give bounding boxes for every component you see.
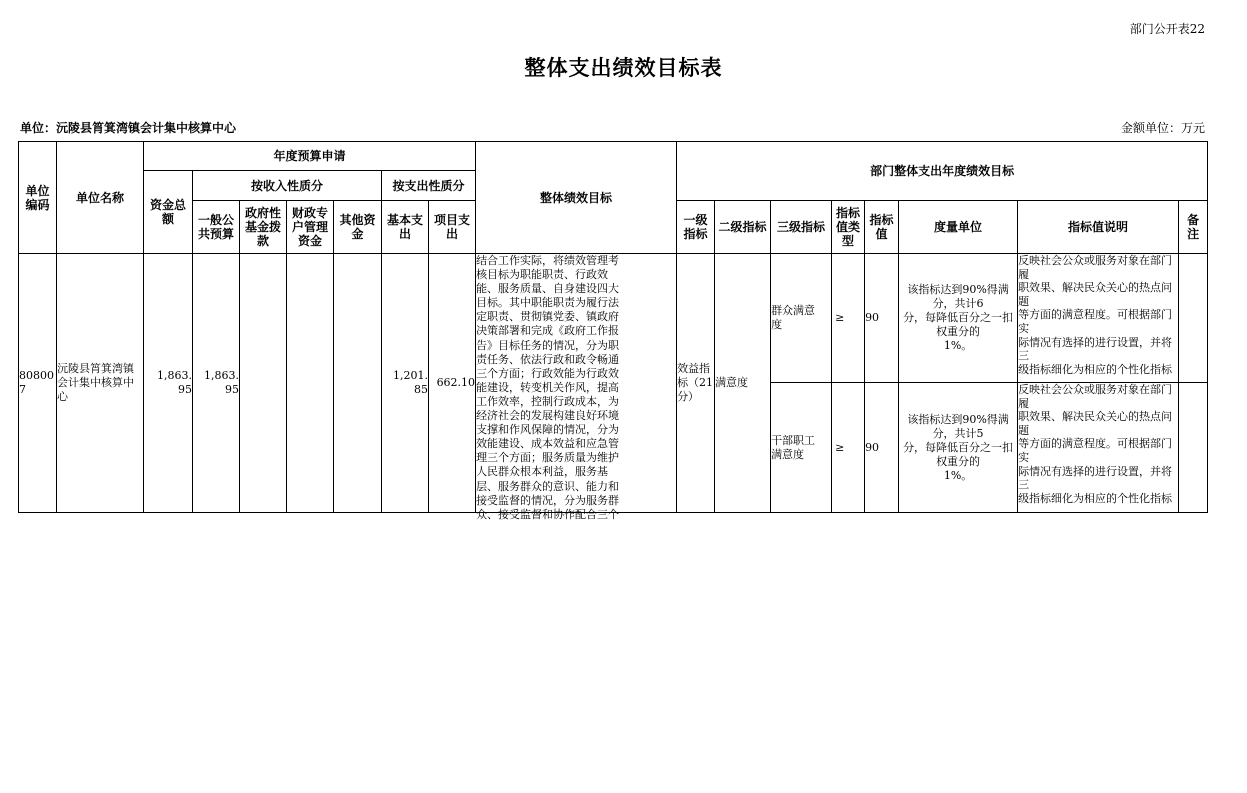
cell-value-desc — [1018, 383, 1179, 513]
col-unit-name: 单位名称 — [57, 142, 144, 254]
col-gov-fund: 政府性 基金拨 款 — [240, 201, 287, 254]
col-dept-goal: 部门整体支出年度绩效目标 — [677, 142, 1208, 201]
cell-gov-fund — [240, 254, 287, 513]
value-desc-text: 反映社会公众或服务对象在部门 履 职效果、解决民众关心的热点问 题 等方面的满意程度。可根据部门 实 际情况有选择的进行设置，并将 三 级指标细化为相应的个性化指标 — [1018, 254, 1173, 376]
table-number-label: 部门公开表22 — [1129, 22, 1205, 36]
cell-measure-unit: 该指标达到90%得满 分，共计5 分，每降低百分之一扣 权重分的 1%。 — [899, 383, 1018, 513]
cell-measure-unit: 该指标达到90%得满 分，共计6 分，每降低百分之一扣 权重分的 1%。 — [899, 254, 1018, 383]
cell-general-budget: 1,863. 95 — [193, 254, 240, 513]
table-row — [19, 254, 1208, 383]
cell-unit-code: 80800 7 — [19, 254, 57, 513]
col-level2: 二级指标 — [715, 201, 771, 254]
col-fiscal-special: 财政专 户管理 资金 — [287, 201, 334, 254]
cell-value-type: ≥ — [832, 254, 865, 383]
col-other-funds: 其他资 金 — [334, 201, 382, 254]
col-general-budget: 一般公 共预算 — [193, 201, 240, 254]
cell-value-type: ≥ — [832, 383, 865, 513]
value-desc-text: 反映社会公众或服务对象在部门 履 职效果、解决民众关心的热点问 题 等方面的满意程度。可根据部门 实 际情况有选择的进行设置，并将 三 级指标细化为相应的个性化指标 — [1018, 383, 1173, 505]
col-level3: 三级指标 — [771, 201, 832, 254]
col-remark: 备 注 — [1179, 201, 1208, 254]
cell-level3: 干部职工 满意度 — [771, 383, 832, 513]
col-value-type: 指标 值类 型 — [832, 201, 865, 254]
col-by-expense: 按支出性质分 — [382, 171, 476, 201]
col-project-expense: 项目支 出 — [429, 201, 476, 254]
cell-project-expense: 662.10 — [429, 254, 476, 513]
col-by-income: 按收入性质分 — [193, 171, 382, 201]
col-unit-code: 单位 编码 — [19, 142, 57, 254]
cell-overall-goal — [476, 254, 677, 521]
cell-remark — [1179, 383, 1208, 513]
col-total-funds: 资金总 额 — [144, 171, 193, 254]
amount-unit-label: 金额单位：万元 — [1120, 121, 1205, 135]
cell-remark — [1179, 254, 1208, 383]
cell-other-funds — [334, 254, 382, 513]
page-title: 整体支出绩效目标表 — [524, 55, 723, 80]
col-level1: 一级 指标 — [677, 201, 715, 254]
cell-unit-name: 沅陵县筲箕湾镇 会计集中核算中 心 — [57, 254, 144, 513]
performance-table — [18, 141, 1208, 521]
col-measure-unit: 度量单位 — [899, 201, 1018, 254]
cell-total-funds: 1,863. 95 — [144, 254, 193, 513]
cell-basic-expense: 1,201. 85 — [382, 254, 429, 513]
col-overall-goal: 整体绩效目标 — [476, 142, 677, 254]
cell-fiscal-special — [287, 254, 334, 513]
cell-level1: 效益指 标（21 分） — [677, 254, 715, 513]
cell-value: 90 — [865, 383, 899, 513]
col-annual-budget: 年度预算申请 — [144, 142, 476, 171]
cell-value-desc — [1018, 254, 1179, 383]
col-value-desc: 指标值说明 — [1018, 201, 1179, 254]
col-basic-expense: 基本支 出 — [382, 201, 429, 254]
cell-level3: 群众满意 度 — [771, 254, 832, 383]
overall-goal-text: 结合工作实际，将绩效管理考 核目标为职能职责、行政效 能、服务质量、自身建设四大 目标。其中职能职责为履行法 定职责、贯彻镇党委、镇政府 决策部署和完成《政府工作报 告》目标任务的情况，分为职 责任务、依法行政和政令畅通 三个方面；行政效能为行政效 能建设，转变机关作风，提高 工作效率，控制行政成本，为 经济社会的发展构建良好环境 支撑和作风保障的情况，分为 效能建设、成本效益和应急管 理三个方面；服务质量为维护 人民群众根本利益，服务基 层、服务群众的意识、能力和 接受监督的情况，分为服务群 众、接受监督和协作配合三个 — [476, 254, 620, 521]
cell-value: 90 — [865, 254, 899, 383]
cell-level2: 满意度 — [715, 254, 771, 513]
unit-label: 单位：沅陵县筲箕湾镇会计集中核算中心 — [20, 121, 237, 135]
col-value: 指标 值 — [865, 201, 899, 254]
